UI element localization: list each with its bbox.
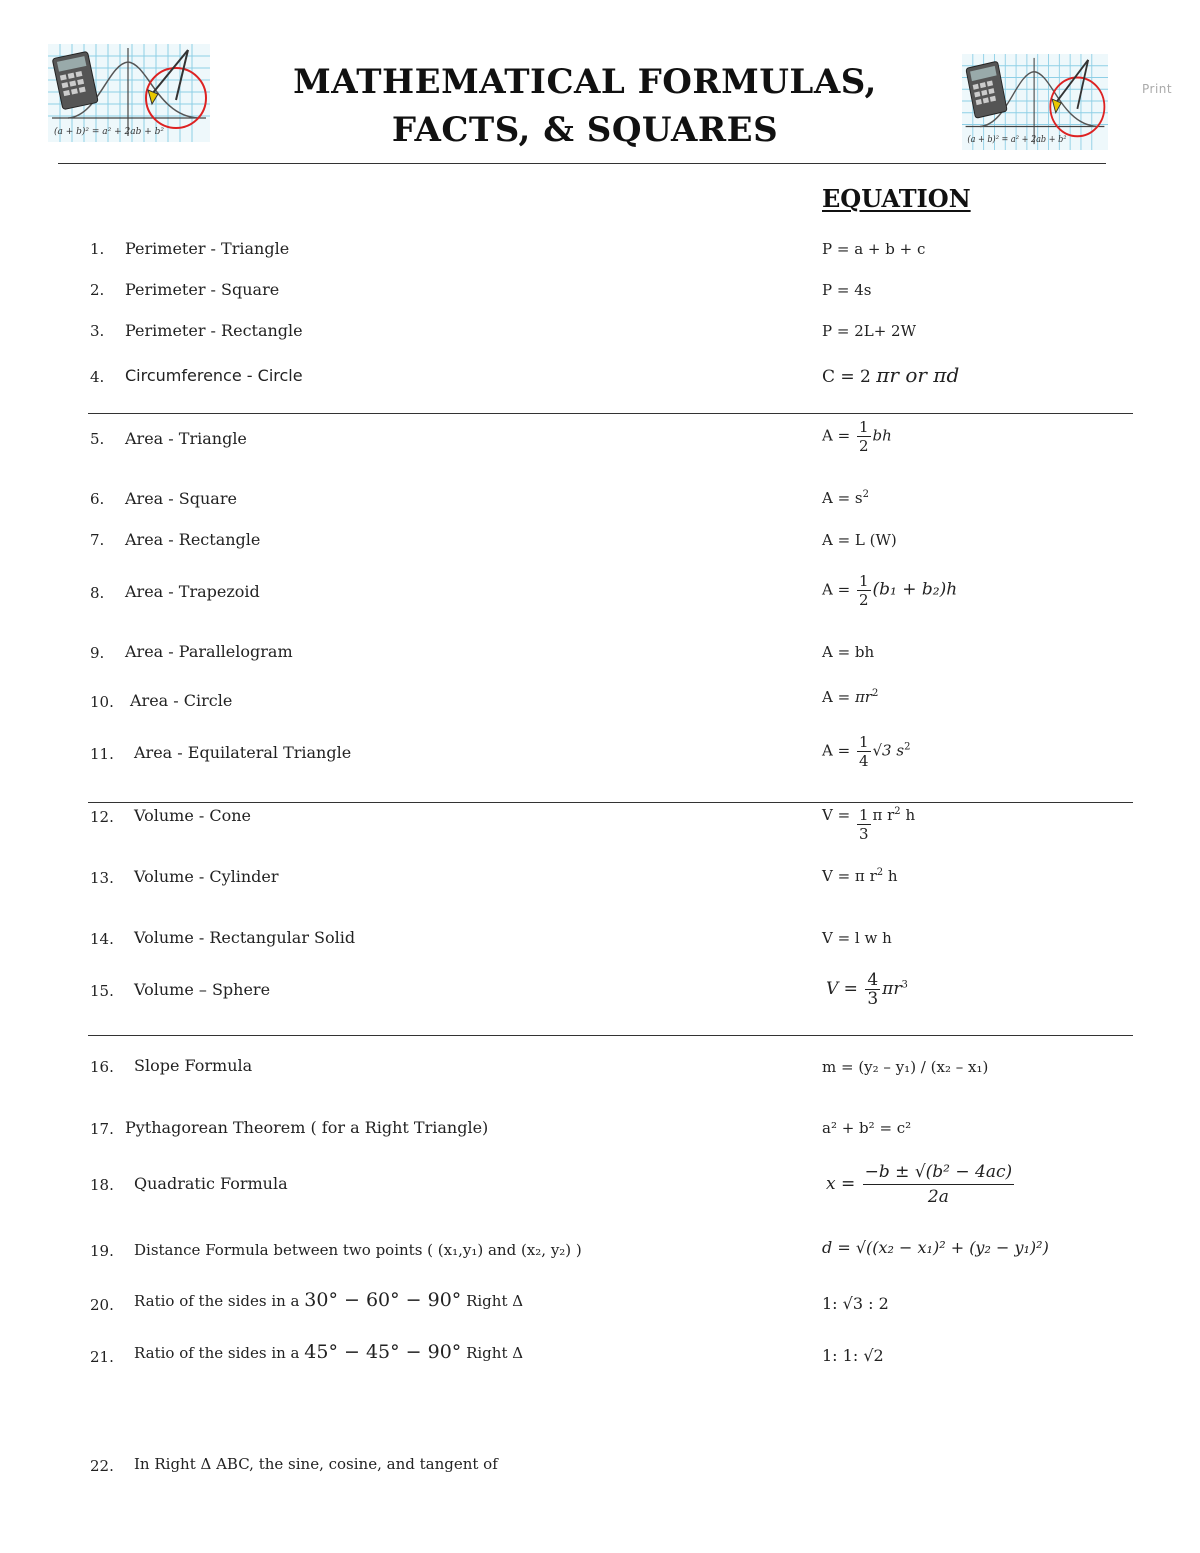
formula-equation: $A = s^2$ bbox=[822, 489, 870, 507]
formula-label: Volume – Sphere bbox=[134, 980, 271, 999]
formula-number: 13. bbox=[90, 869, 114, 887]
formula-number: 15. bbox=[90, 982, 114, 1000]
formula-number: 3. bbox=[90, 322, 105, 340]
formula-equation: x = $\frac{\text{−b ± √(b² − 4ac)}}{2a}$ bbox=[826, 1162, 1013, 1207]
formula-label: Perimeter - Rectangle bbox=[125, 321, 303, 340]
formula-label: Pythagorean Theorem ( for a Right Triangle) bbox=[125, 1118, 489, 1137]
formula-number: 20. bbox=[90, 1296, 114, 1314]
title-line-1: MATHEMATICAL FORMULAS, bbox=[293, 62, 877, 102]
formula-equation: a² + b² = c² bbox=[822, 1119, 912, 1137]
formula-equation: V = $\frac{4}{3}$ $\pi r^3$ bbox=[826, 970, 908, 1009]
formula-number: 2. bbox=[90, 281, 105, 299]
formula-number: 18. bbox=[90, 1176, 114, 1194]
formula-label: Distance Formula between two points ( (x₁,y₁) and (x₂, y₂) ) bbox=[134, 1241, 582, 1259]
formula-number: 12. bbox=[90, 808, 114, 826]
svg-text:(a + b)² = a² + 2ab + b²: (a + b)² = a² + 2ab + b² bbox=[967, 133, 1067, 145]
formula-label: Area - Rectangle bbox=[125, 530, 261, 549]
formula-label: Volume - Cone bbox=[134, 806, 252, 825]
formula-equation: 1: 1: √2 bbox=[822, 1346, 884, 1365]
formula-label: Area - Trapezoid bbox=[125, 582, 260, 601]
formula-equation: C = 2 πr or πd bbox=[822, 363, 960, 387]
formula-equation: V = $\frac{1}{3}$ π $r^2$ h bbox=[822, 806, 916, 843]
formula-number: 19. bbox=[90, 1242, 114, 1260]
print-button[interactable]: Print bbox=[1142, 82, 1173, 96]
formula-label: Area - Circle bbox=[130, 691, 233, 710]
formula-number: 1. bbox=[90, 240, 105, 258]
formula-number: 8. bbox=[90, 584, 105, 602]
formula-equation: A = $\frac{1}{4}$ √3 $s^2$ bbox=[822, 733, 911, 770]
formula-number: 17. bbox=[90, 1120, 114, 1138]
svg-text:(a + b)² = a² + 2ab + b²: (a + b)² = a² + 2ab + b² bbox=[54, 127, 165, 137]
formula-number: 9. bbox=[90, 644, 105, 662]
formula-number: 5. bbox=[90, 430, 105, 448]
formula-equation: A = L (W) bbox=[822, 531, 897, 549]
formula-label: Ratio of the sides in a 30° − 60° − 90° Right Δ bbox=[134, 1289, 524, 1311]
formula-equation: P = 2L+ 2W bbox=[822, 322, 916, 340]
calculator-logo-right bbox=[962, 54, 1108, 150]
formula-label: In Right Δ ABC, the sine, cosine, and tangent of bbox=[134, 1455, 498, 1473]
formula-label: Quadratic Formula bbox=[134, 1174, 288, 1193]
formula-equation: 1: √3 : 2 bbox=[822, 1294, 889, 1313]
formula-label: Area - Triangle bbox=[125, 429, 247, 448]
formula-number: 14. bbox=[90, 930, 114, 948]
formula-label: Ratio of the sides in a 45° − 45° − 90° Right Δ bbox=[134, 1341, 524, 1363]
page-title bbox=[240, 58, 930, 154]
formula-equation: V = l w h bbox=[822, 929, 892, 947]
formula-equation: m = (y₂ – y₁) / (x₂ – x₁) bbox=[822, 1058, 989, 1076]
formula-number: 10. bbox=[90, 693, 114, 711]
formula-label: Volume - Rectangular Solid bbox=[134, 928, 356, 947]
formula-number: 4. bbox=[90, 368, 105, 386]
formula-label: Circumference - Circle bbox=[125, 366, 303, 385]
formula-label: Volume - Cylinder bbox=[134, 867, 279, 886]
section-divider bbox=[88, 413, 1133, 414]
formula-equation: $A = \pi r^2$ bbox=[822, 688, 879, 706]
formula-number: 7. bbox=[90, 531, 105, 549]
equation-column-header: EQUATION bbox=[822, 184, 971, 213]
section-divider bbox=[88, 1035, 1133, 1036]
formula-equation: A = bh bbox=[822, 643, 875, 661]
formula-equation: P = a + b + c bbox=[822, 240, 926, 258]
formula-number: 22. bbox=[90, 1457, 114, 1475]
calculator-graph-icon bbox=[962, 54, 1108, 150]
formula-equation: P = 4s bbox=[822, 281, 872, 299]
formula-label: Perimeter - Square bbox=[125, 280, 280, 299]
formula-equation: d = √((x₂ − x₁)² + (y₂ − y₁)²) bbox=[822, 1238, 1049, 1257]
calculator-graph-icon bbox=[48, 44, 210, 142]
formula-number: 21. bbox=[90, 1348, 114, 1366]
title-line-2: FACTS, & SQUARES bbox=[391, 110, 779, 150]
formula-equation: A = $\frac{1}{2}$ bh bbox=[822, 418, 892, 455]
formula-equation: V = π $r^2$ h bbox=[822, 867, 898, 885]
formula-number: 16. bbox=[90, 1058, 114, 1076]
header-divider bbox=[58, 163, 1106, 164]
formula-equation: A = $\frac{1}{2}$ (b₁ + b₂)h bbox=[822, 572, 958, 609]
formula-label: Perimeter - Triangle bbox=[125, 239, 290, 258]
calculator-logo-left bbox=[48, 44, 210, 142]
formula-label: Slope Formula bbox=[134, 1056, 253, 1075]
formula-label: Area - Square bbox=[125, 489, 237, 508]
section-divider bbox=[88, 802, 1133, 803]
formula-label: Area - Parallelogram bbox=[125, 642, 293, 661]
formula-number: 11. bbox=[90, 745, 114, 763]
formula-label: Area - Equilateral Triangle bbox=[134, 743, 352, 762]
formula-number: 6. bbox=[90, 490, 105, 508]
